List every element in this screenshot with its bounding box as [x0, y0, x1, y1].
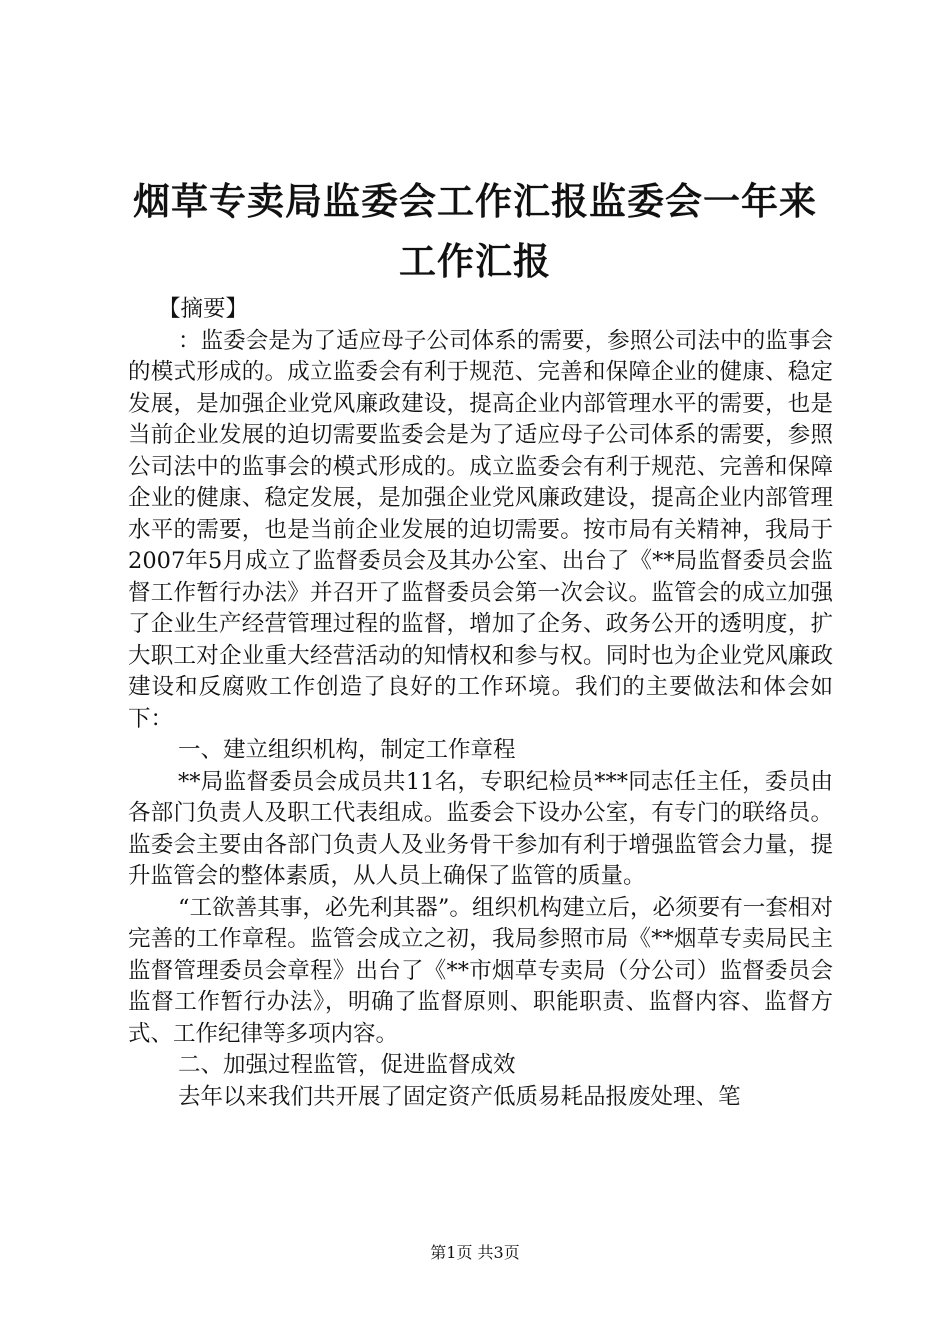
body-paragraph: 去年以来我们共开展了固定资产低质易耗品报废处理、笔: [178, 1083, 741, 1110]
abstract-label: 【摘要】: [158, 296, 249, 322]
document-title: 烟草专卖局监委会工作汇报监委会一年来工作汇报: [133, 180, 817, 283]
body-paragraph: **局监督委员会成员共11名，专职纪检员***同志任主任，委员由各部门负责人及职工代表组成。监委会下设办公室，有专门的联络员。监委会主要由各部门负责人及业务骨干参加有利于增强监管会力量，提升监管会的整体素质，从人员上确保了监管的质量。: [128, 768, 833, 889]
body-paragraph: “工欲善其事，必先利其器”。组织机构建立后，必须要有一套相对完善的工作章程。监管会成立之初，我局参照市局《**烟草专卖局民主监督管理委员会章程》出台了《**市烟草专卖局（分公司）监督委员会监督工作暂行办法》，明确了监督原则、职能职责、监督内容、监督方式、工作纪律等多项内容。: [128, 894, 833, 1047]
section-heading-2: 二、加强过程监管，促进监督成效: [178, 1052, 516, 1078]
section-heading-1: 一、建立组织机构，制定工作章程: [178, 737, 516, 763]
document-body: [128, 294, 833, 1113]
page-footer: 第1页 共3页: [430, 1243, 520, 1262]
abstract-paragraph: ：监委会是为了适应母子公司体系的需要，参照公司法中的监事会的模式形成的。成立监委会有利于规范、完善和保障企业的健康、稳定发展，是加强企业党风廉政建设，提高企业内部管理水平的需要，也是当前企业发展的迫切需要监委会是为了适应母子公司体系的需要，参照公司法中的监事会的模式形成的。成立监委会有利于规范、完善和保障企业的健康、稳定发展，是加强企业党风廉政建设，提高企业内部管理水平的需要，也是当前企业发展的迫切需要。按市局有关精神，我局于2007年5月成立了监督委员会及其办公室、出台了《**局监督委员会监督工作暂行办法》并召开了监督委员会第一次会议。监管会的成立加强了企业生产经营管理过程的监督，增加了企务、政务公开的透明度，扩大职工对企业重大经营活动的知情权和参与权。同时也为企业党风廉政建设和反腐败工作创造了良好的工作环境。我们的主要做法和体会如下：: [128, 327, 833, 732]
